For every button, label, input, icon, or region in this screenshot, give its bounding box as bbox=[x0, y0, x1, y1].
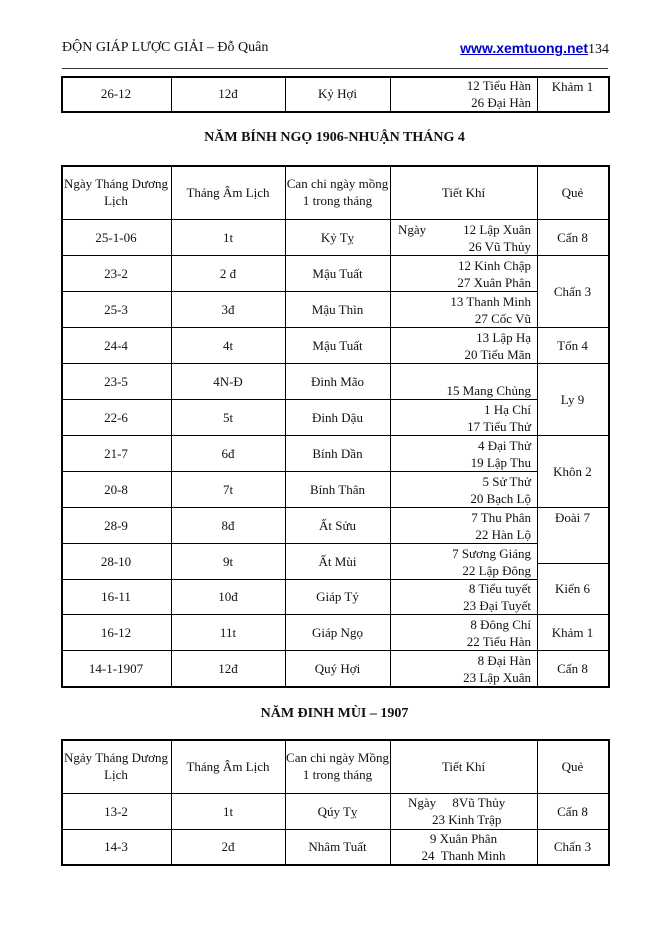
cell-que: Tốn 4 bbox=[557, 337, 588, 353]
table-border bbox=[61, 829, 610, 830]
table-border bbox=[61, 165, 63, 686]
cell-line: 23 Kinh Trập bbox=[432, 812, 502, 827]
header-cell: Ngày Tháng Dương Lịch bbox=[64, 176, 168, 208]
header-cell: Tiết Khí bbox=[441, 758, 486, 774]
cell-can-chi: Giáp Tý bbox=[316, 589, 359, 604]
cell-duong-lich: 25-3 bbox=[104, 301, 128, 317]
table-border bbox=[608, 739, 610, 864]
table-border bbox=[537, 614, 610, 615]
cell-can-chi: Kỷ Tỵ bbox=[320, 229, 355, 245]
table-border bbox=[537, 76, 538, 111]
cell-am-lich: 1t bbox=[222, 229, 234, 245]
cell-can-chi: Mậu Thìn bbox=[311, 301, 364, 317]
cell-can-chi: Giáp Ngọ bbox=[312, 624, 363, 640]
cell-line: 20 Bạch Lộ bbox=[470, 491, 531, 506]
table-border bbox=[285, 165, 286, 686]
table-border bbox=[390, 76, 391, 111]
cell-duong-lich: 26-12 bbox=[100, 86, 132, 101]
cell-can-chi: Mậu Tuất bbox=[312, 265, 363, 281]
cell-line: 5 Sử Thử bbox=[482, 474, 531, 489]
cell-tiet-khi bbox=[390, 219, 537, 255]
cell-line: 17 Tiểu Thử bbox=[467, 419, 531, 434]
cell-can-chi: Mậu Tuất bbox=[312, 337, 363, 353]
cell-can-chi: Nhâm Tuất bbox=[308, 839, 367, 854]
cell-line: 9 Xuân Phân bbox=[429, 830, 498, 846]
table-border bbox=[61, 864, 610, 866]
table-border bbox=[61, 255, 537, 256]
table-border bbox=[171, 739, 172, 864]
cell-am-lich: 4t bbox=[222, 337, 234, 353]
cell-que: Khôn 2 bbox=[553, 463, 592, 479]
table-border bbox=[285, 739, 286, 864]
table-border bbox=[61, 399, 537, 400]
site-link[interactable]: www.xemtuong.net bbox=[460, 40, 588, 56]
page-number: 134 bbox=[588, 42, 609, 57]
table-border bbox=[61, 327, 537, 328]
cell-line: 12 Tiểu Hàn bbox=[466, 78, 531, 93]
cell-tiet-khi bbox=[390, 471, 537, 507]
cell-am-lich: 12đ bbox=[218, 660, 238, 676]
cell-am-lich: 6đ bbox=[221, 445, 235, 461]
cell-am-lich: 12đ bbox=[218, 86, 238, 101]
header-cell: Can chi ngày mồng 1 trong tháng bbox=[286, 176, 389, 208]
cell-tiet-khi bbox=[390, 829, 537, 864]
table-border bbox=[61, 363, 537, 364]
cell-am-lich: 10đ bbox=[218, 589, 238, 604]
table-border bbox=[537, 435, 610, 436]
cell-que: Cấn 8 bbox=[557, 660, 588, 676]
cell-duong-lich: 23-2 bbox=[104, 265, 128, 281]
table1-title: NĂM BÍNH NGỌ 1906-NHUẬN THÁNG 4 bbox=[204, 130, 465, 145]
cell-que: Khảm 1 bbox=[551, 624, 594, 640]
cell-duong-lich: 16-12 bbox=[100, 624, 132, 640]
cell-duong-lich: 14-1-1907 bbox=[88, 660, 144, 676]
table-border bbox=[61, 76, 610, 78]
cell-line: 20 Tiểu Mãn bbox=[464, 347, 531, 362]
cell-line: 23 Đại Tuyết bbox=[463, 598, 531, 613]
table-border bbox=[537, 650, 610, 651]
cell-line: 22 Hàn Lộ bbox=[475, 527, 531, 542]
table-border bbox=[537, 165, 538, 686]
cell-tiet-khi bbox=[390, 291, 537, 327]
header-cell: Quẻ bbox=[561, 184, 584, 200]
table-border bbox=[608, 76, 610, 111]
header-right bbox=[460, 40, 609, 58]
table-border bbox=[61, 650, 537, 651]
cell-tiet-khi bbox=[390, 650, 537, 686]
cell-am-lich: 8đ bbox=[221, 517, 235, 533]
cell-can-chi: Kỷ Hợi bbox=[317, 86, 357, 101]
cell-line: 13 Thanh Minh bbox=[450, 294, 531, 309]
cell-tiet-khi bbox=[390, 507, 537, 543]
cell-line: 12 Kinh Chập bbox=[458, 258, 531, 273]
cell-line: 13 Lập Hạ bbox=[476, 330, 531, 345]
table-border bbox=[61, 219, 610, 220]
table-border bbox=[61, 111, 610, 113]
cell-line: 27 Xuân Phân bbox=[457, 275, 531, 290]
cell-can-chi: Đinh Mão bbox=[310, 373, 365, 389]
header-cell: Can chi ngày Mồng 1 trong tháng bbox=[286, 750, 389, 782]
table-border bbox=[537, 255, 610, 256]
cell-can-chi: Bính Dần bbox=[312, 445, 363, 461]
table-border bbox=[537, 686, 610, 688]
cell-am-lich: 7t bbox=[222, 481, 234, 497]
cell-can-chi: Bính Thân bbox=[309, 481, 365, 497]
cell-line: 7 Sương Giáng bbox=[452, 546, 531, 561]
cell-duong-lich: 25-1-06 bbox=[95, 229, 137, 245]
cell-line: 4 Đại Thử bbox=[477, 438, 531, 453]
header-rule bbox=[62, 68, 608, 69]
table-border bbox=[390, 165, 391, 686]
cell-line: 22 Lập Đông bbox=[462, 563, 531, 578]
cell-line: 22 Tiểu Hàn bbox=[466, 634, 531, 649]
cell-am-lich: 9t bbox=[222, 553, 234, 569]
cell-tiet-khi bbox=[390, 76, 537, 111]
table-border bbox=[537, 739, 538, 864]
cell-can-chi: Qúy Tỵ bbox=[317, 803, 358, 819]
cell-line: 26 Vũ Thủy bbox=[468, 239, 531, 254]
cell-am-lich: 1t bbox=[222, 803, 234, 819]
table-border bbox=[537, 563, 610, 564]
table-border bbox=[171, 76, 172, 111]
cell-line: 23 Lập Xuân bbox=[463, 670, 531, 685]
cell-duong-lich: 14-3 bbox=[104, 839, 128, 854]
cell-duong-lich: 23-5 bbox=[104, 373, 128, 389]
table-border bbox=[537, 507, 610, 508]
cell-tiet-khi bbox=[390, 435, 537, 471]
cell-am-lich: 4N-Đ bbox=[213, 373, 243, 389]
cell-que: Ly 9 bbox=[560, 391, 585, 407]
cell-line: 15 Mang Chủng bbox=[446, 383, 531, 398]
table-border bbox=[608, 165, 610, 686]
table2-title: NĂM ĐINH MÙI – 1907 bbox=[260, 706, 409, 721]
document-header-title: ĐỘN GIÁP LƯỢC GIẢI – Đỗ Quân bbox=[62, 40, 269, 55]
table-border bbox=[61, 739, 63, 864]
cell-line: 7 Thu Phân bbox=[471, 510, 531, 525]
cell-duong-lich: 21-7 bbox=[104, 445, 128, 461]
cell-line: 26 Đại Hàn bbox=[471, 95, 531, 110]
table-border bbox=[61, 614, 537, 615]
cell-tiet-khi bbox=[390, 543, 537, 579]
cell-tiet-khi bbox=[390, 255, 537, 291]
cell-que: Kiển 6 bbox=[554, 581, 591, 596]
cell-tiet-khi bbox=[390, 327, 537, 363]
table-border bbox=[61, 579, 537, 580]
header-cell: Tháng Âm Lịch bbox=[186, 758, 270, 774]
table-border bbox=[61, 471, 537, 472]
table-border bbox=[537, 327, 610, 328]
table-border bbox=[171, 165, 172, 686]
cell-tiet-khi bbox=[390, 579, 537, 614]
cell-am-lich: 5t bbox=[222, 409, 234, 425]
cell-am-lich: 11t bbox=[219, 624, 237, 640]
cell-que: Khảm 1 bbox=[551, 79, 594, 94]
cell-am-lich: 2đ bbox=[221, 839, 235, 854]
cell-duong-lich: 22-6 bbox=[104, 409, 128, 425]
cell-line: 19 Lập Thu bbox=[470, 455, 531, 470]
cell-que: Cấn 8 bbox=[557, 229, 588, 245]
header-cell: Tháng Âm Lịch bbox=[186, 184, 270, 200]
cell-que: Đoài 7 bbox=[554, 510, 591, 525]
cell-can-chi: Quý Hợi bbox=[314, 660, 361, 676]
table-border bbox=[285, 76, 286, 111]
cell-duong-lich: 13-2 bbox=[104, 803, 128, 819]
cell-line: 24 Thanh Minh bbox=[421, 847, 506, 863]
cell-can-chi: Đinh Dậu bbox=[312, 409, 363, 425]
cell-line: 27 Cốc Vũ bbox=[474, 311, 531, 326]
header-cell: Quẻ bbox=[561, 758, 584, 774]
cell-line: 12 Lập Xuân bbox=[463, 222, 531, 237]
cell-tiet-khi bbox=[390, 793, 537, 829]
tiet-prefix: Ngày bbox=[398, 222, 427, 237]
cell-am-lich: 2 đ bbox=[219, 265, 237, 281]
cell-tiet-khi bbox=[390, 614, 537, 650]
cell-duong-lich: 20-8 bbox=[104, 481, 128, 497]
cell-can-chi: Ất Mùi bbox=[318, 553, 357, 569]
table-border bbox=[61, 507, 537, 508]
cell-line: Ngày 8Vũ Thủy bbox=[408, 795, 506, 810]
cell-duong-lich: 28-10 bbox=[100, 553, 132, 569]
cell-line: 8 Đại Hàn bbox=[477, 653, 531, 668]
cell-tiet-khi bbox=[390, 399, 537, 435]
cell-can-chi: Ất Sửu bbox=[318, 517, 357, 533]
cell-am-lich: 3đ bbox=[221, 301, 235, 317]
table-border bbox=[61, 76, 63, 111]
cell-que: Chấn 3 bbox=[553, 839, 592, 854]
cell-line: 8 Đông Chí bbox=[470, 617, 531, 632]
cell-duong-lich: 28-9 bbox=[104, 517, 128, 533]
table-border bbox=[61, 435, 537, 436]
cell-que: Chấn 3 bbox=[553, 283, 592, 299]
table-border bbox=[61, 739, 610, 741]
cell-line: 1 Hạ Chí bbox=[484, 402, 531, 417]
header-cell: Ngảy Tháng Dương Lịch bbox=[64, 750, 168, 782]
table-border bbox=[61, 686, 537, 688]
table-border bbox=[61, 291, 537, 292]
cell-duong-lich: 24-4 bbox=[104, 337, 128, 353]
cell-line: 8 Tiểu tuyết bbox=[468, 581, 531, 596]
cell-duong-lich: 16-11 bbox=[101, 589, 131, 604]
cell-tiet-khi bbox=[390, 363, 537, 399]
table-border bbox=[390, 739, 391, 864]
table-border bbox=[61, 543, 537, 544]
cell-que: Cấn 8 bbox=[557, 803, 588, 819]
table-border bbox=[537, 363, 610, 364]
table-border bbox=[61, 793, 610, 794]
header-cell: Tiết Khí bbox=[441, 184, 486, 200]
table-border bbox=[61, 165, 610, 167]
